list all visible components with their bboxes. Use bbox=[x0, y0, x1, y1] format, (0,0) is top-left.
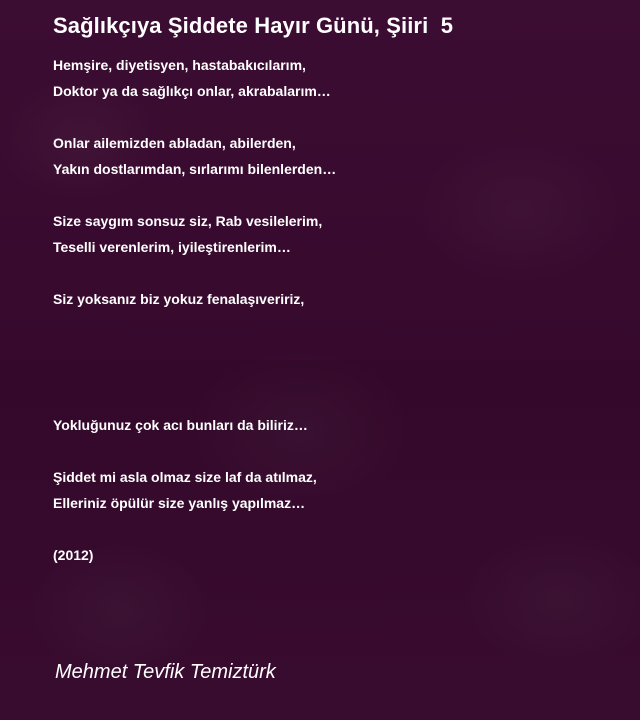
poem-line: Siz yoksanız biz yokuz fenalaşıveririz, bbox=[53, 291, 305, 307]
poem-line: (2012) bbox=[53, 547, 94, 563]
poem-body-top bbox=[53, 52, 613, 338]
poem-body-bottom bbox=[53, 412, 613, 594]
stanza bbox=[53, 52, 613, 104]
poem-date bbox=[53, 542, 613, 568]
poem-line: Yakın dostlarımdan, sırlarımı bilenlerden… bbox=[53, 161, 337, 177]
poem-author: Mehmet Tevfik Temiztürk bbox=[55, 661, 276, 683]
stanza bbox=[53, 412, 613, 438]
stanza bbox=[53, 130, 613, 182]
stanza bbox=[53, 208, 613, 260]
poem-line: Onlar ailemizden abladan, abilerden, bbox=[53, 135, 296, 151]
poem-line: Yokluğunuz çok acı bunları da biliriz… bbox=[53, 417, 308, 433]
poem-line: Doktor ya da sağlıkçı onlar, akrabalarım… bbox=[53, 83, 331, 99]
poem-line: Size saygım sonsuz siz, Rab vesilelerim, bbox=[53, 213, 323, 229]
poem-line: Teselli verenlerim, iyileştirenlerim… bbox=[53, 239, 291, 255]
stanza bbox=[53, 286, 613, 312]
poem-line: Şiddet mi asla olmaz size laf da atılmaz, bbox=[53, 469, 317, 485]
poem-line: Elleriniz öpülür size yanlış yapılmaz… bbox=[53, 495, 306, 511]
poem-line: Hemşire, diyetisyen, hastabakıcılarım, bbox=[53, 57, 306, 73]
stanza bbox=[53, 464, 613, 516]
poem-title: Sağlıkçıya Şiddete Hayır Günü, Şiiri 5 bbox=[53, 13, 454, 38]
